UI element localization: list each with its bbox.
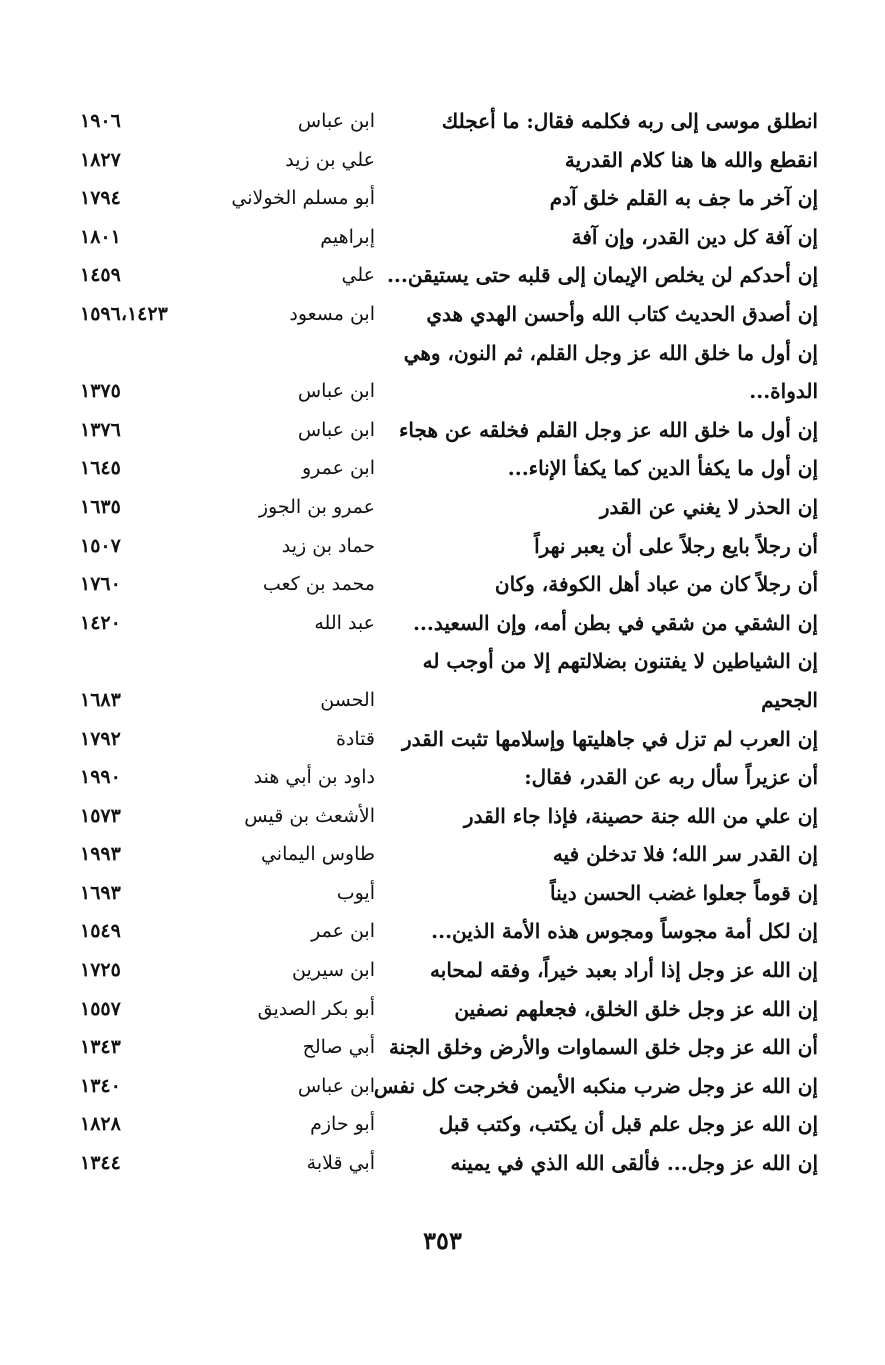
index-row	[70, 1067, 830, 1106]
index-row	[70, 604, 830, 643]
hadith-text: إن أول ما خلق الله عز وجل القلم، ثم النون، وهي	[403, 340, 818, 365]
reference-number: ١٧٩٢	[80, 727, 121, 750]
index-row	[70, 411, 830, 450]
narrator-name: أبي قلابة	[306, 1152, 375, 1175]
narrator-name: أيوب	[336, 881, 375, 904]
narrator-name: ابن عباس	[297, 418, 375, 441]
narrator-name: داود بن أبي هند	[253, 766, 375, 789]
hadith-text: إن لكل أمة مجوساً ومجوس هذه الأمة الذين...	[431, 919, 818, 944]
narrator-name: ابن مسعود	[289, 302, 375, 325]
reference-number: ١٣٧٦	[80, 418, 121, 441]
hadith-text: انطلق موسى إلى ربه فكلمه فقال: ما أعجلك	[441, 109, 818, 133]
narrator-name: ابن عباس	[297, 380, 375, 403]
hadith-text: إن أصدق الحديث كتاب الله وأحسن الهدي هدي	[426, 301, 818, 326]
narrator-name: الحسن	[320, 688, 375, 711]
index-row	[70, 797, 830, 836]
index-row	[70, 1144, 830, 1183]
reference-number: ١٥٩٦،١٤٢٣	[80, 302, 168, 325]
reference-number: ١٤٥٩	[80, 264, 121, 287]
narrator-name: إبراهيم	[320, 225, 375, 248]
index-row	[70, 449, 830, 488]
hadith-text: إن آخر ما جف به القلم خلق آدم	[549, 186, 818, 211]
hadith-index-list	[70, 102, 830, 1183]
reference-number: ١٣٧٥	[80, 380, 121, 403]
hadith-text: إن الله عز وجل خلق الخلق، فجعلهم نصفين	[454, 996, 818, 1021]
reference-number: ١٧٢٥	[80, 959, 121, 982]
reference-number: ١٩٩٠	[80, 766, 121, 789]
index-row	[70, 141, 830, 180]
hadith-text: الدواة...	[749, 379, 818, 404]
hadith-text: إن الله عز وجل ضرب منكبه الأيمن فخرجت كل نفس	[373, 1073, 818, 1098]
index-row	[70, 372, 830, 411]
narrator-name: أبو حازم	[310, 1113, 375, 1136]
reference-number: ١٤٢٠	[80, 611, 121, 634]
index-row	[70, 642, 830, 681]
hadith-text: إن الحذر لا يغني عن القدر	[599, 494, 818, 519]
index-row	[70, 1105, 830, 1144]
index-row	[70, 256, 830, 295]
hadith-text: إن الشقي من شقي في بطن أمه، وإن السعيد...	[412, 610, 818, 635]
reference-number: ١٩٩٣	[80, 843, 121, 866]
reference-number: ١٩٠٦	[80, 110, 121, 132]
hadith-text: إن قوماً جعلوا غضب الحسن ديناً	[550, 880, 818, 905]
index-row	[70, 990, 830, 1029]
index-row	[70, 527, 830, 566]
hadith-text: إن الشياطين لا يفتنون بضلالتهم إلا من أوجب له	[422, 649, 818, 674]
index-row	[70, 565, 830, 604]
index-row	[70, 912, 830, 951]
narrator-name: ابن عمرو	[301, 457, 375, 480]
index-row	[70, 681, 830, 720]
reference-number: ١٧٩٤	[80, 187, 121, 210]
index-row	[70, 102, 830, 141]
hadith-text: أن رجلاً كان من عباد أهل الكوفة، وكان	[494, 572, 818, 597]
reference-number: ١٨٠١	[80, 225, 121, 248]
index-row	[70, 218, 830, 257]
index-row	[70, 835, 830, 874]
reference-number: ١٦٣٥	[80, 495, 121, 518]
hadith-text: إن الله عز وجل... فألقى الله الذي في يمينه	[450, 1151, 818, 1176]
narrator-name: ابن عباس	[297, 110, 375, 132]
index-row	[70, 1028, 830, 1067]
hadith-text: إن أول ما خلق الله عز وجل القلم فخلقه عن هجاء	[399, 417, 818, 442]
reference-number: ١٣٤٣	[80, 1036, 121, 1059]
hadith-text: أن عزيراً سأل ربه عن القدر، فقال:	[524, 765, 818, 790]
narrator-name: عمرو بن الجوز	[258, 495, 375, 518]
narrator-name: ابن عمر	[311, 920, 375, 943]
narrator-name: علي	[341, 264, 375, 287]
hadith-text: إن الله عز وجل علم قبل أن يكتب، وكتب قبل	[438, 1112, 818, 1137]
reference-number: ١٥٠٧	[80, 534, 121, 557]
narrator-name: الأشعث بن قيس	[244, 804, 375, 827]
narrator-name: ابن عباس	[297, 1074, 375, 1097]
reference-number: ١٣٤٠	[80, 1074, 121, 1097]
index-row	[70, 179, 830, 218]
hadith-text: إن أحدكم لن يخلص الإيمان إلى قلبه حتى يستيقن...	[386, 263, 818, 288]
reference-number: ١٦٤٥	[80, 457, 121, 480]
narrator-name: حماد بن زيد	[281, 534, 375, 557]
narrator-name: أبو مسلم الخولاني	[231, 187, 375, 210]
index-row	[70, 758, 830, 797]
narrator-name: ابن سيرين	[292, 959, 375, 982]
reference-number: ١٨٢٧	[80, 148, 121, 171]
index-row	[70, 295, 830, 334]
reference-number: ١٥٥٧	[80, 997, 121, 1020]
narrator-name: عبد الله	[314, 611, 375, 634]
index-row	[70, 951, 830, 990]
narrator-name: قتادة	[335, 727, 375, 750]
narrator-name: محمد بن كعب	[262, 573, 375, 596]
hadith-text: إن آفة كل دين القدر، وإن آفة	[571, 224, 818, 249]
reference-number: ١٧٦٠	[80, 573, 121, 596]
index-row	[70, 874, 830, 913]
hadith-text: انقطع والله ها هنا كلام القدرية	[564, 147, 818, 172]
hadith-text: إن أول ما يكفأ الدين كما يكفأ الإناء...	[507, 456, 818, 481]
narrator-name: أبو بكر الصديق	[257, 997, 375, 1020]
hadith-text: إن القدر سر الله؛ فلا تدخلن فيه	[552, 842, 818, 867]
narrator-name: أبي صالح	[302, 1036, 375, 1059]
hadith-text: إن الله عز وجل إذا أراد بعبد خيراً، وفقه لمحابه	[430, 958, 818, 983]
index-row	[70, 488, 830, 527]
reference-number: ١٥٧٣	[80, 804, 121, 827]
narrator-name: علي بن زيد	[285, 148, 375, 171]
reference-number: ١٦٩٣	[80, 881, 121, 904]
reference-number: ١٦٨٣	[80, 688, 121, 711]
hadith-text: إن علي من الله جنة حصينة، فإذا جاء القدر	[463, 803, 818, 828]
hadith-text: أن الله عز وجل خلق السماوات والأرض وخلق الجنة	[388, 1035, 818, 1060]
reference-number: ١٣٤٤	[80, 1152, 121, 1175]
index-row	[70, 720, 830, 759]
hadith-text: الجحيم	[761, 687, 818, 712]
hadith-text: إن العرب لم تزل في جاهليتها وإسلامها تثبت القدر	[401, 726, 818, 751]
page-number: ٣٥٣	[423, 1226, 462, 1255]
reference-number: ١٨٢٨	[80, 1113, 121, 1136]
hadith-text: أن رجلاً بايع رجلاً على أن يعبر نهراً	[534, 533, 818, 558]
reference-number: ١٥٤٩	[80, 920, 121, 943]
narrator-name: طاوس اليماني	[260, 843, 375, 866]
index-row	[70, 334, 830, 373]
